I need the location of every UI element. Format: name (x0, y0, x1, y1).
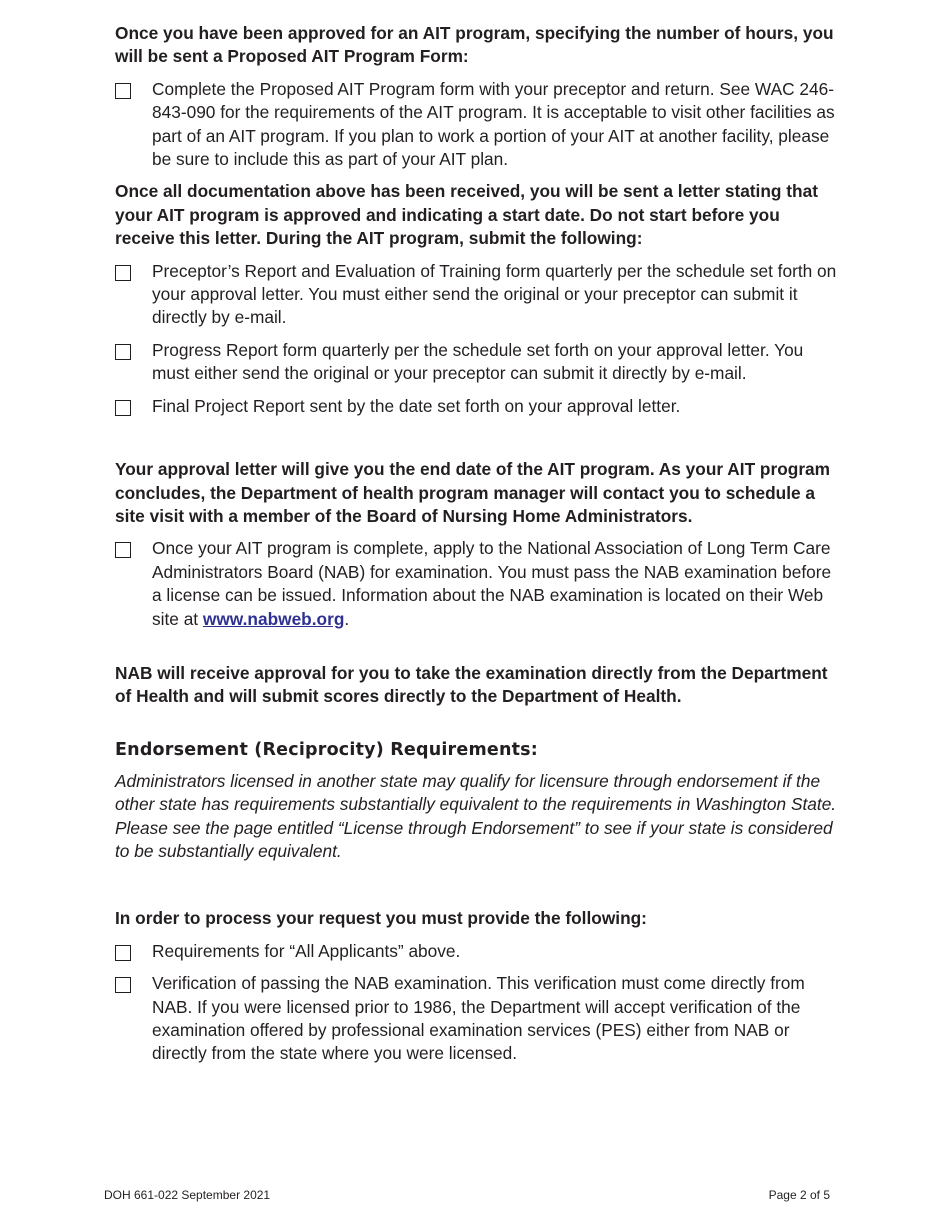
footer-page-number: Page 2 of 5 (768, 1188, 830, 1202)
checklist-item-text: Complete the Proposed AIT Program form with your preceptor and return. See WAC 246-843-090 for the requirements of the AIT program. It is acceptable to visit other facilities as part of an AIT program. If you plan to work a portion of your AIT at another facility, please be sure to include this as part of your AIT plan. (152, 78, 835, 170)
nab-note: NAB will receive approval for you to take the examination directly from the Department of Health and will submit scores directly to the Department of Health. (115, 662, 828, 707)
ait-approval-heading: Once you have been approved for an AIT program, specifying the number of hours, you will be sent a Proposed AIT Program Form: (115, 23, 834, 67)
checkbox[interactable] (115, 945, 131, 961)
checklist-item-text: Requirements for “All Applicants” above. (152, 940, 461, 961)
documentation-heading: Once all documentation above has been received, you will be sent a letter stating that your AIT program is approved and indicating a start date. Do not start before you receive this letter. During the AIT program, submit the following: (115, 181, 818, 249)
checklist-item-text: Once your AIT program is complete, apply to the National Association of Long Term Care Administrators Board (NAB) for examination. You must pass the NAB examination before a license can be issued. Information about the NAB examination is located on their Web site at (152, 538, 832, 629)
checklist-item-text-end: . (344, 608, 350, 629)
checkbox[interactable] (115, 344, 131, 360)
checklist-item-text: Final Project Report sent by the date set forth on your approval letter. (152, 395, 681, 416)
checkbox[interactable] (115, 265, 131, 281)
checkbox[interactable] (115, 977, 131, 993)
checklist-item-nab-application (115, 537, 840, 631)
checklist-item-proposed-ait-form (115, 78, 840, 172)
checkbox[interactable] (115, 400, 131, 416)
checklist-item-text: Verification of passing the NAB examination. This verification must come directly from NAB. If you were licensed prior to 1986, the Department will accept verification of the examination offered by professional examination services (PES) either from NAB or directly from the state where you were licensed. (152, 973, 805, 1064)
conclusion-heading: Your approval letter will give you the end date of the AIT program. As your AIT program concludes, the Department of health program manager will contact you to schedule a site visit with a member of the Board of Nursing Home Administrators. (115, 459, 831, 526)
nabweb-link[interactable]: www.nabweb.org (202, 608, 345, 629)
footer-form-id: DOH 661-022 September 2021 (104, 1188, 271, 1202)
checklist-item-text: Progress Report form quarterly per the schedule set forth on your approval letter. You must either send the original or your preceptor can submit it directly by e-mail. (152, 339, 804, 384)
checklist-item-text: Preceptor’s Report and Evaluation of Training form quarterly per the schedule set forth on your approval letter. You must either send the original or your preceptor can submit it directly by e-mail. (152, 260, 837, 328)
checkbox[interactable] (115, 83, 131, 99)
checkbox[interactable] (115, 542, 131, 558)
endorsement-description: Administrators licensed in another state may qualify for licensure through endorsement if the other state has requirements substantially equivalent to the requirements in Washington State. Please see the page entitled “License through Endorsement” to see if your state is considered to be substantially equivalent. (115, 770, 837, 861)
checklist-item-final-project-report (115, 395, 840, 418)
endorsement-requirements-heading: In order to process your request you must provide the following: (115, 908, 647, 929)
endorsement-section-title: Endorsement (Reciprocity) Requirements: (115, 739, 538, 760)
checklist-item-nab-verification (115, 972, 840, 1066)
document-page (115, 22, 840, 1066)
checklist-item-preceptor-report (115, 260, 840, 330)
checklist-item-all-applicants (115, 940, 840, 963)
checklist-item-progress-report (115, 339, 840, 386)
